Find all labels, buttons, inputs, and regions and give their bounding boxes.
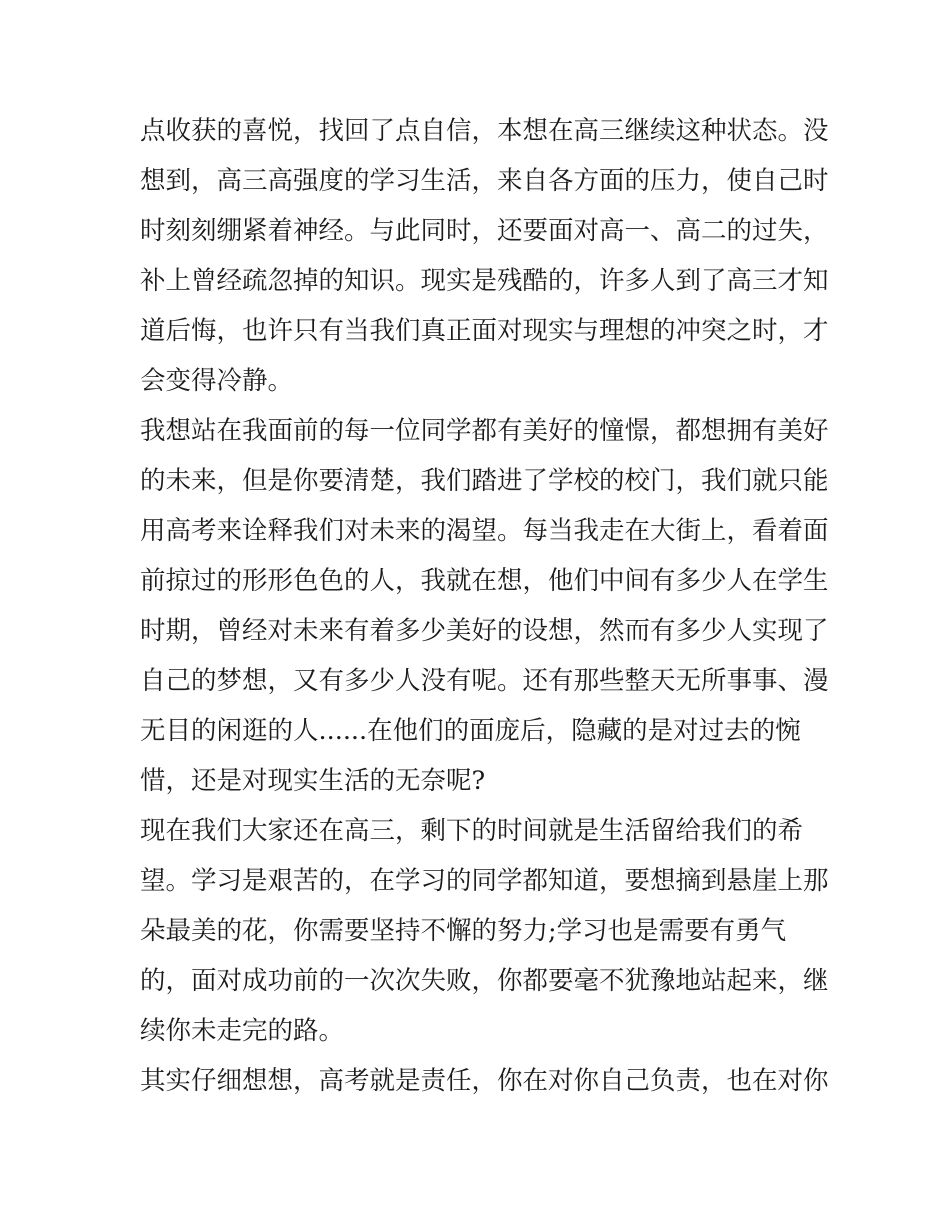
text-line: 前掠过的形形色色的人，我就在想，他们中间有多少人在学生 — [140, 566, 829, 596]
text-line: 补上曾经疏忽掉的知识。现实是残酷的，许多人到了高三才知 — [140, 266, 829, 296]
text-line: 其实仔细想想，高考就是责任，你在对你自己负责，也在对你 — [140, 1066, 829, 1096]
text-line: 自己的梦想，又有多少人没有呢。还有那些整天无所事事、漫 — [140, 666, 829, 696]
paragraph-2 — [140, 406, 829, 806]
text-line: 时期，曾经对未来有着多少美好的设想，然而有多少人实现了 — [140, 616, 829, 646]
paragraph-1 — [140, 106, 829, 406]
text-line: 无目的闲逛的人......在他们的面庞后，隐藏的是对过去的惋 — [140, 716, 801, 746]
text-line: 会变得冷静。 — [140, 366, 294, 396]
text-line: 现在我们大家还在高三，剩下的时间就是生活留给我们的希 — [140, 816, 804, 846]
text-line: 续你未走完的路。 — [140, 1016, 345, 1046]
text-line: 我想站在我面前的每一位同学都有美好的憧憬，都想拥有美好 — [140, 416, 829, 446]
paragraph-4 — [140, 1056, 829, 1106]
text-line: 道后悔，也许只有当我们真正面对现实与理想的冲突之时，才 — [140, 316, 829, 346]
text-line: 惜，还是对现实生活的无奈呢? — [140, 766, 486, 796]
text-line: 点收获的喜悦，找回了点自信，本想在高三继续这种状态。没 — [140, 116, 829, 146]
text-line: 时刻刻绷紧着神经。与此同时，还要面对高一、高二的过失， — [140, 216, 829, 246]
text-line: 的，面对成功前的一次次失败，你都要毫不犹豫地站起来，继 — [140, 966, 829, 996]
paragraph-3 — [140, 806, 829, 1056]
text-line: 用高考来诠释我们对未来的渴望。每当我走在大街上，看着面 — [140, 516, 829, 546]
text-line: 的未来，但是你要清楚，我们踏进了学校的校门，我们就只能 — [140, 466, 829, 496]
text-line: 望。学习是艰苦的，在学习的同学都知道，要想摘到悬崖上那 — [140, 866, 829, 896]
body-text — [140, 106, 829, 1106]
text-line: 想到，高三高强度的学习生活，来自各方面的压力，使自己时 — [140, 166, 829, 196]
text-line: 朵最美的花，你需要坚持不懈的努力;学习也是需要有勇气 — [140, 916, 787, 946]
